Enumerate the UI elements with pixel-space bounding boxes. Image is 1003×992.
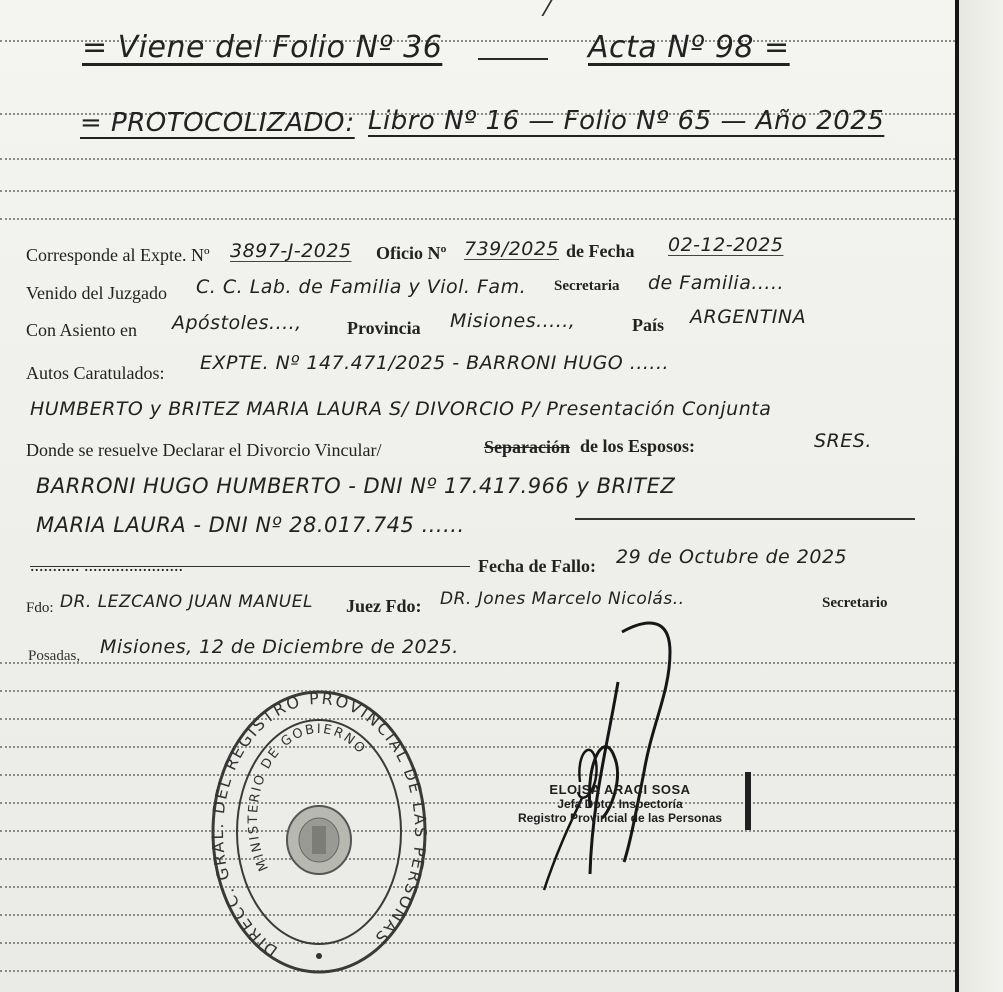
label-provincia: Provincia <box>347 318 421 338</box>
protocol-label: = PROTOCOLIZADO: <box>80 108 355 138</box>
page-edge <box>959 0 1003 992</box>
signatory-name: ELOISA ARACI SOSA <box>549 782 691 797</box>
ruled-line <box>0 886 955 888</box>
label-oficio: Oficio Nº <box>376 243 447 263</box>
dots-filler: ........... ...................... <box>30 555 183 575</box>
signatory-org: Registro Provincial de las Personas <box>517 811 723 825</box>
ruled-line <box>0 190 955 192</box>
label-lugar: Posadas, <box>28 648 81 664</box>
label-secretaria: Secretaria <box>554 278 620 294</box>
label-esposos: de los Esposos: <box>580 436 696 456</box>
svg-text:MINISTERIO DE GOBIERNO: MINISTERIO DE GOBIERNO <box>246 721 369 874</box>
ruled-line <box>0 970 955 972</box>
ruled-line <box>0 218 955 220</box>
oficio-value: 739/2025 <box>464 238 560 260</box>
svg-text:DIRECC. GRAL. DEL REGISTRO PRO: DIRECC. GRAL. DEL REGISTRO PROVINCIAL DE LAS PERSONAS <box>208 690 430 961</box>
protocol-value: Libro Nº 16 — Folio Nº 65 — Año 2025 <box>368 106 885 136</box>
names-continuation: MARIA LAURA - DNI Nº 28.017.745 ...... <box>36 513 465 537</box>
ruled-line <box>0 802 955 804</box>
ruled-line <box>0 774 955 776</box>
secretaria-value: de Familia..... <box>648 272 785 294</box>
names-value: BARRONI HUGO HUMBERTO - DNI Nº 17.417.966 y BRITEZ <box>36 474 676 498</box>
label-pais: País <box>632 315 665 335</box>
label-secretario: Secretario <box>822 595 888 611</box>
label-autos: Autos Caratulados: <box>26 363 165 383</box>
label-asiento: Con Asiento en <box>26 320 137 340</box>
ruled-line <box>0 746 955 748</box>
ruled-line <box>0 942 955 944</box>
expte-value: 3897-J-2025 <box>230 240 352 262</box>
folio-reference: = Viene del Folio Nº 36 <box>82 30 443 65</box>
juzgado-value: C. C. Lab. de Familia y Viol. Fam. <box>196 276 527 298</box>
provincia-value: Misiones....., <box>450 310 576 332</box>
autos-value: EXPTE. Nº 147.471/2025 - BARRONI HUGO ...... <box>200 352 670 374</box>
label-juez: Juez Fdo: <box>346 596 422 616</box>
label-fdo-juez: Fdo: <box>26 600 54 616</box>
ruled-line <box>0 718 955 720</box>
strike-separacion: Separación <box>484 437 571 457</box>
pen-stroke <box>515 0 552 16</box>
fill-line <box>30 566 470 567</box>
dash-line <box>478 58 548 60</box>
label-fallo: Fecha de Fallo: <box>478 556 596 576</box>
asiento-value: Apóstoles...., <box>172 312 302 334</box>
label-fecha: de Fecha <box>566 241 635 261</box>
fecha-value: 02-12-2025 <box>668 234 784 256</box>
secretario-value: DR. Jones Marcelo Nicolás.. <box>440 589 685 609</box>
pais-value: ARGENTINA <box>690 306 807 328</box>
signatory-role: Jefa Dpto. Inspectoría <box>557 797 683 811</box>
fallo-value: 29 de Octubre de 2025 <box>616 546 848 568</box>
label-juzgado: Venido del Juzgado <box>26 283 167 303</box>
stamp-bar <box>745 772 751 830</box>
ruled-line <box>0 662 955 664</box>
ruled-line <box>0 914 955 916</box>
handwritten-signature <box>520 612 700 892</box>
lugar-fecha-value: Misiones, 12 de Diciembre de 2025. <box>100 636 459 658</box>
official-seal-stamp <box>208 690 430 980</box>
ruled-line <box>0 858 955 860</box>
esposos-value: SRES. <box>814 430 872 452</box>
autos-continuation: HUMBERTO y BRITEZ MARIA LAURA S/ DIVORCIO P/ Presentación Conjunta <box>30 398 772 420</box>
fill-line <box>575 518 915 520</box>
label-expte: Corresponde al Expte. Nº <box>26 245 210 265</box>
label-resuelve: Donde se resuelve Declarar el Divorcio Vincular/ <box>26 440 382 460</box>
juez-value: DR. LEZCANO JUAN MANUEL <box>60 592 313 612</box>
ruled-line <box>0 830 955 832</box>
signature-block <box>480 782 760 825</box>
ruled-line <box>0 690 955 692</box>
ruled-line <box>0 158 955 160</box>
acta-reference: Acta Nº 98 = <box>588 30 790 65</box>
